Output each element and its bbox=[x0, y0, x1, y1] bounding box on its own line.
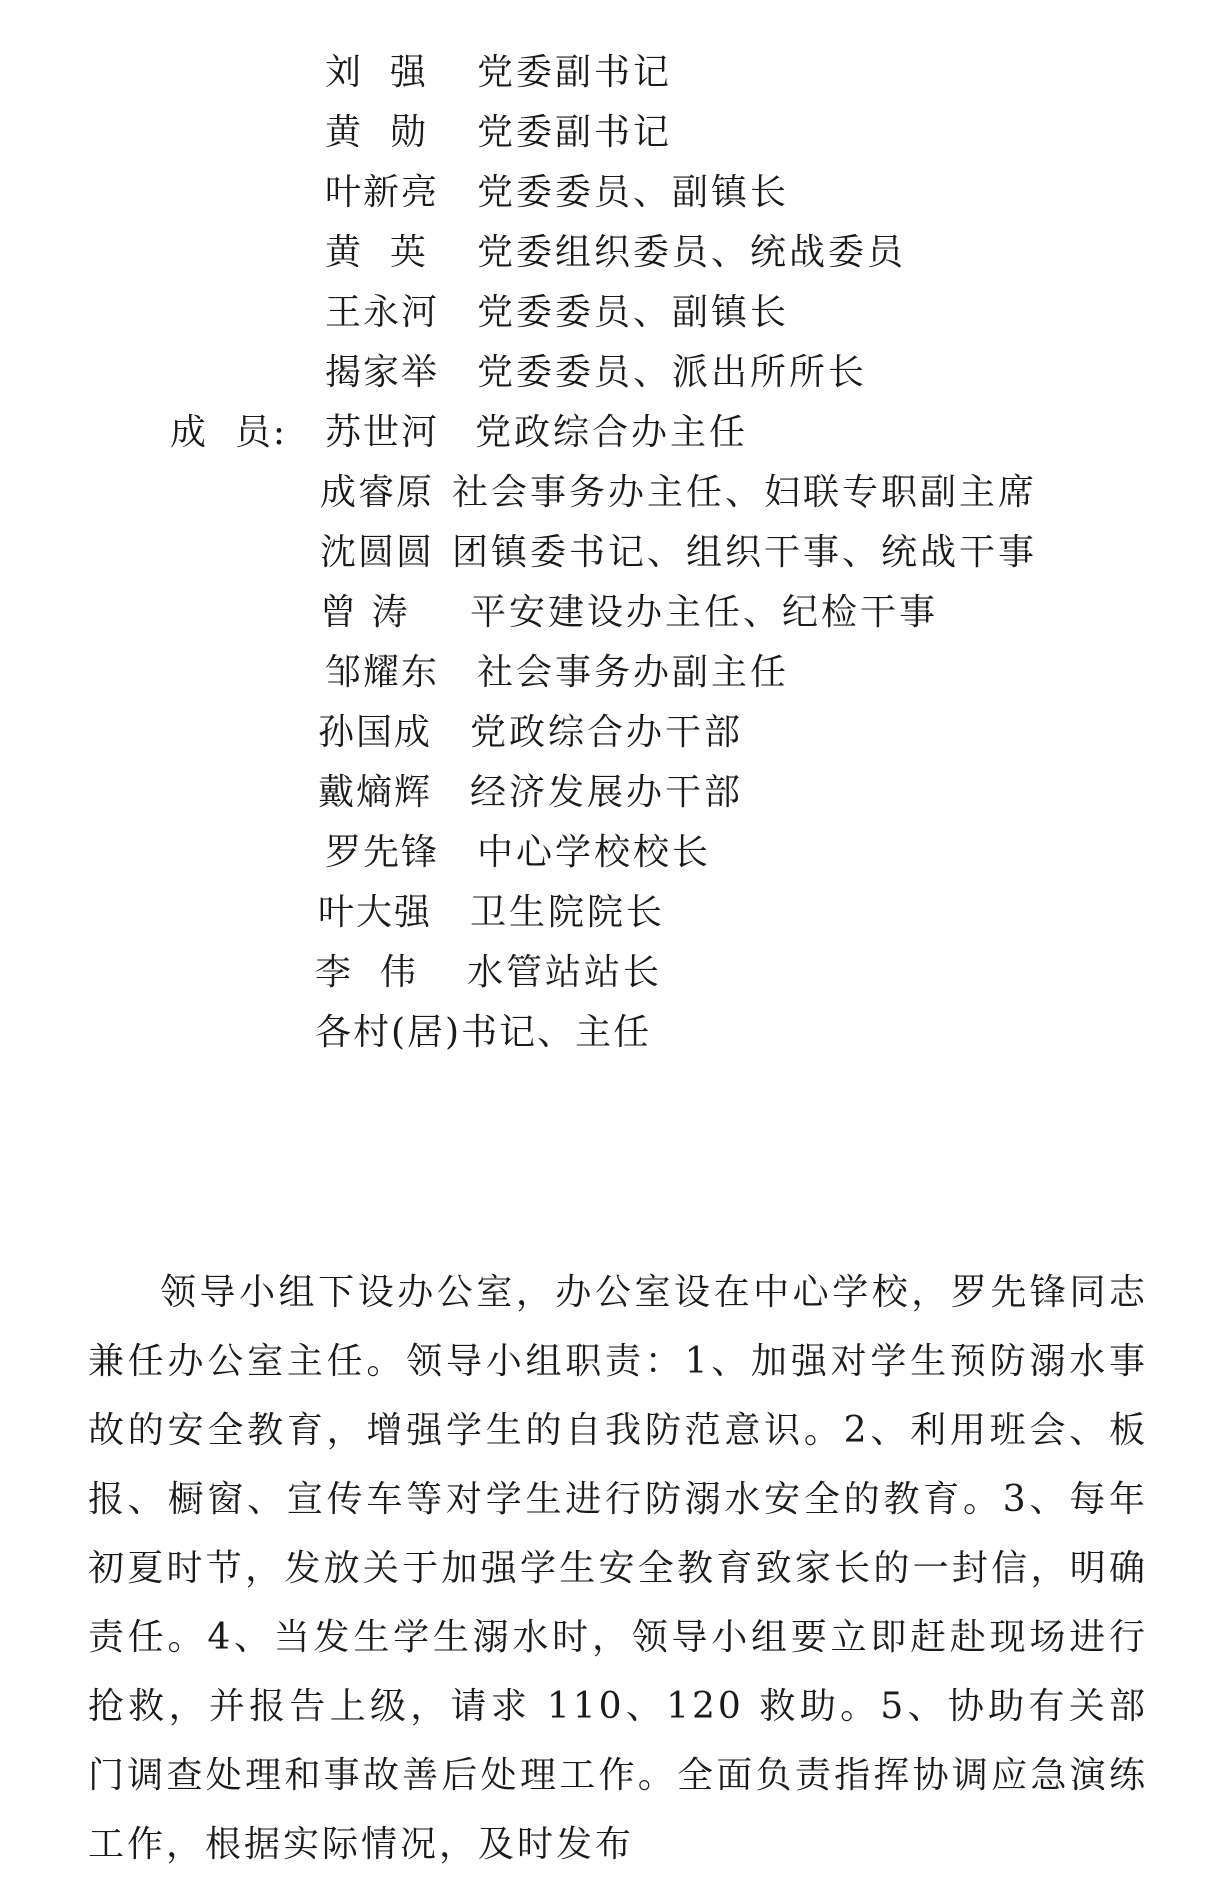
member-role: 党委组织委员、统战委员 bbox=[477, 232, 907, 273]
member-role: 党委委员、副镇长 bbox=[477, 292, 790, 333]
member-name: 李 伟 bbox=[315, 952, 418, 993]
member-role: 社会事务办副主任 bbox=[477, 652, 790, 693]
member-name: 苏世河 bbox=[325, 412, 440, 453]
member-name: 沈圆圆 bbox=[320, 532, 435, 573]
member-name: 黄 英 bbox=[325, 232, 428, 273]
member-role: 平安建设办主任、纪检干事 bbox=[470, 592, 939, 633]
member-name: 叶新亮 bbox=[325, 172, 440, 213]
member-name: 王永河 bbox=[325, 292, 440, 333]
member-name: 孙国成 bbox=[318, 712, 433, 753]
member-name: 叶大强 bbox=[318, 892, 433, 933]
duties-paragraph: 领导小组下设办公室，办公室设在中心学校，罗先锋同志兼任办公室主任。领导小组职责：1、加强对学生预防溺水事故的安全教育，增强学生的自我防范意识。2、利用班会、板报、橱窗、宣传车等对学生进行防溺水安全的教育。3、每年初夏时节，发放关于加强学生安全教育致家长的一封信，明确责任。4、当发生学生溺水时，领导小组要立即赶赴现场进行抢救，并报告上级，请求 110、120 救助。5、协助有关部门调查处理和事故善后处理工作。全面负责指挥协调应急演练工作，根据实际情况，及时发布 bbox=[88, 1272, 1148, 1865]
member-name: 黄 勋 bbox=[325, 112, 428, 153]
member-name: 刘 强 bbox=[325, 52, 428, 93]
member-role: 经济发展办干部 bbox=[470, 772, 744, 813]
member-role: 党政综合办主任 bbox=[475, 412, 749, 453]
member-name: 成睿原 bbox=[320, 472, 435, 513]
members-label: 成 员: bbox=[170, 412, 288, 453]
member-role: 中心学校校长 bbox=[477, 832, 712, 873]
member-name: 罗先锋 bbox=[325, 832, 440, 873]
member-name: 曾 涛 bbox=[320, 592, 410, 633]
member-role: 党委委员、派出所所长 bbox=[477, 352, 868, 393]
member-name: 揭家举 bbox=[325, 352, 440, 393]
member-role: 水管站站长 bbox=[467, 952, 663, 993]
member-name: 戴熵辉 bbox=[318, 772, 433, 813]
member-role: 卫生院院长 bbox=[470, 892, 666, 933]
member-role: 党委委员、副镇长 bbox=[477, 172, 790, 213]
member-role: 党政综合办干部 bbox=[470, 712, 744, 753]
member-role: 社会事务办主任、妇联专职副主席 bbox=[452, 472, 1038, 513]
village-secretaries: 各村(居)书记、主任 bbox=[315, 1012, 652, 1053]
member-name: 邹耀东 bbox=[325, 652, 440, 693]
member-role: 党委副书记 bbox=[477, 112, 673, 153]
member-role: 团镇委书记、组织干事、统战干事 bbox=[452, 532, 1038, 573]
member-role: 党委副书记 bbox=[477, 52, 673, 93]
